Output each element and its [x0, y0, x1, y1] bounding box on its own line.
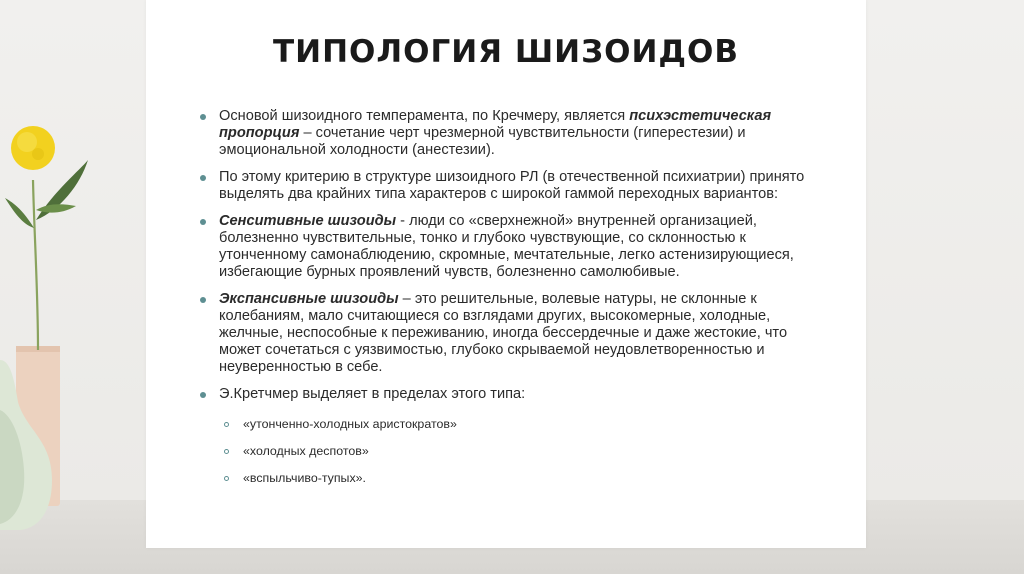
bullet-dot-icon [200, 219, 206, 225]
slide [146, 0, 866, 548]
bullet-item [200, 291, 830, 376]
bullet-emphasis: Сенситивные шизоиды [219, 213, 397, 229]
sub-bullet-dot-icon [224, 422, 229, 427]
sub-bullet-text: «вспыльчиво-тупых». [243, 471, 366, 485]
sub-bullet-text: «холодных деспотов» [243, 444, 369, 458]
bullet-text: - люди со «сверхнежной» внутренней организацией, болезненно чувствительные, тонко и глубоко чувствующие, со склонностью к утонченному самонаблюдению, скромные, мечтательные, легко астенизирующиеся, избегающие бурных проявлений чувств, болезненно самолюбивые. [219, 213, 794, 280]
bullet-list [200, 108, 830, 498]
bullet-item [200, 386, 830, 486]
sub-bullet-text: «утонченно-холодных аристократов» [243, 417, 457, 431]
sub-bullet-dot-icon [224, 449, 229, 454]
bullet-emphasis: Экспансивные шизоиды [219, 291, 399, 307]
bullet-text-prefix: Основой шизоидного темперамента, по Кречмеру, является [219, 108, 630, 124]
bullet-text: – сочетание черт чрезмерной чувствительности (гиперестезии) и эмоциональной холодности (анестезии). [219, 125, 746, 158]
sub-bullet-item [221, 471, 830, 486]
bullet-text: Э.Кретчмер выделяет в пределах этого типа: [219, 386, 526, 402]
bullet-dot-icon [200, 175, 206, 181]
bullet-dot-icon [200, 297, 206, 303]
sub-bullet-item [221, 417, 830, 432]
bullet-item [200, 169, 830, 203]
sub-bullet-item [221, 444, 830, 459]
slide-title: ТИПОЛОГИЯ ШИЗОИДОВ [272, 34, 739, 70]
bullet-dot-icon [200, 114, 206, 120]
bullet-text: По этому критерию в структуре шизоидного РЛ (в отечественной психиатрии) принято выделять два крайних типа характеров с широкой гаммой переходных вариантов: [219, 169, 805, 202]
bullet-emphasis: психэстетическая пропорция [219, 108, 772, 141]
sub-bullet-dot-icon [224, 476, 229, 481]
sub-bullet-list [219, 417, 830, 486]
bullet-item [200, 108, 830, 159]
bullet-dot-icon [200, 392, 206, 398]
flower-vase-decoration [0, 110, 150, 540]
bullet-item [200, 213, 830, 281]
bullet-text: – это решительные, волевые натуры, не склонные к колебаниям, мало считающиеся со взглядами других, высокомерные, холодные, желчные, неспособные к переживанию, иногда бессердечные и даже жестокие, что может сочетаться с уязвимостью, глубоко скрываемой неудовлетворенностью и неуверенностью в себе. [219, 291, 788, 375]
